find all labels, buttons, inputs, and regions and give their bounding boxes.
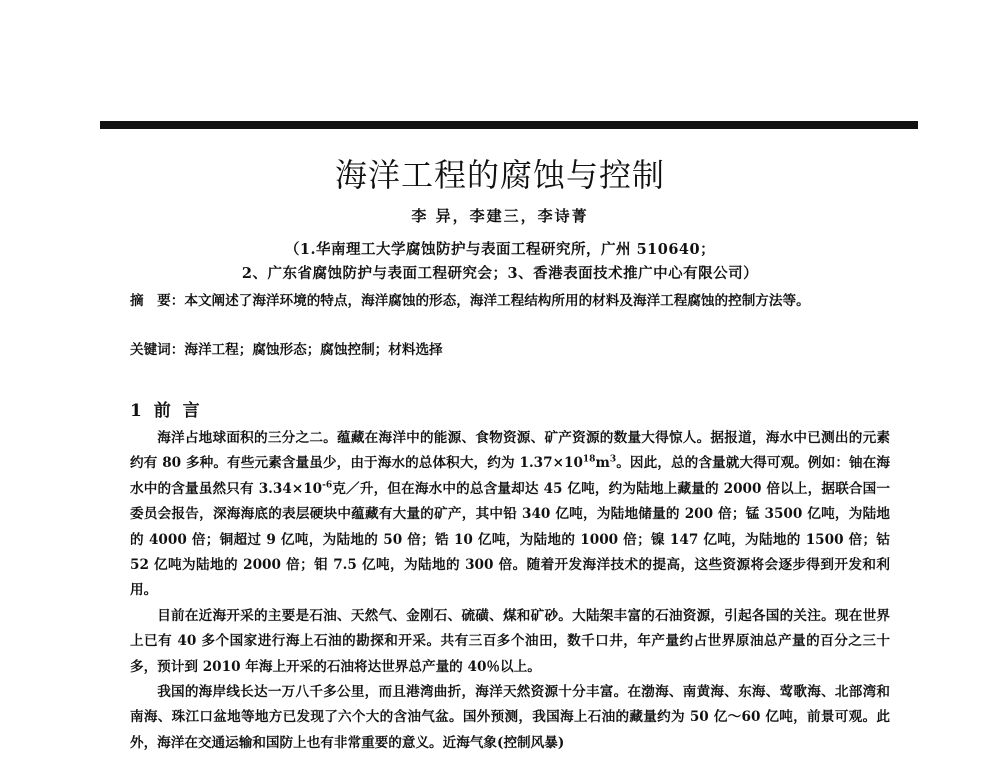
abstract bbox=[130, 289, 890, 314]
keywords-text: 海洋工程；腐蚀形态；腐蚀控制；材料选择 bbox=[184, 342, 443, 358]
paragraph-1-part-d: 克／升，但在海水中的总含量却达 45 亿吨，约为陆地上藏量的 2000 倍以上，据联合国一委员会报告，深海海底的表层硬块中蕴藏有大量的矿产，其中铅 340 亿吨，为陆地储量的 200 倍；锰 3500 亿吨，为陆地的 4000 倍；铜超过 9 亿吨，为陆地的 50 倍；锆 10 亿吨，为陆地的 1000 倍；镍 147 亿吨，为陆地的 1500 倍；钴 52 亿吨为陆地的 2000 倍；钼 7.5 亿吨，为陆地的 300 倍。随着开发海洋技术的提高，这些资源将会逐步得到开发和利用。 bbox=[130, 480, 890, 599]
abstract-text: 本文阐述了海洋环境的特点，海洋腐蚀的形态，海洋工程结构所用的材料及海洋工程腐蚀的控制方法等。 bbox=[184, 293, 810, 309]
paragraph-3: 我国的海岸线长达一万八千多公里，而且港湾曲折，海洋天然资源十分丰富。在渤海、南黄海、东海、莺歌海、北部湾和南海、珠江口盆地等地方已发现了六个大的含油气盆。国外预测，我国海上石油的藏量约为 50 亿～60 亿吨，前景可观。此外，海洋在交通运输和国防上也有非常重要的意义。近海气象(控制风暴) bbox=[130, 684, 890, 751]
affiliation-line-2: 2、广东省腐蚀防护与表面工程研究会；3、香港表面技术推广中心有限公司） bbox=[241, 265, 759, 282]
paragraph-1-part-b: m bbox=[595, 455, 610, 472]
keywords-label: 关键词： bbox=[130, 342, 185, 358]
superscript-18: 18 bbox=[582, 454, 596, 465]
paragraph-1-part-c: 。因此，总的含量就大得可观。例如：铀在海水中的含量虽然只有 3.34×10 bbox=[130, 455, 890, 497]
header-rule bbox=[100, 121, 918, 129]
paragraph-1-part-a: 海洋占地球面积的三分之二。蕴藏在海洋中的能源、食物资源、矿产资源的数量大得惊人。据报道，海水中已测出的元素约有 80 多种。有些元素含量虽少，由于海水的总体积大，约为 1.37×10 bbox=[130, 430, 890, 472]
superscript-3: 3 bbox=[609, 454, 617, 465]
paper-title: 海洋工程的腐蚀与控制 bbox=[334, 156, 665, 194]
keywords bbox=[130, 338, 890, 363]
paragraph-2: 目前在近海开采的主要是石油、天然气、金刚石、硫磺、煤和矿砂。大陆架丰富的石油资源，引起各国的关注。现在世界上已有 40 多个国家进行海上石油的勘探和开采。共有三百多个油田，数千口井，年产量约占世界原油总产量的百分之三十多，预计到 2010 年海上开采的石油将达世界总产量的 40％以上。 bbox=[130, 607, 890, 675]
superscript-neg6: -6 bbox=[322, 480, 333, 491]
section-heading-intro: 1 前 言 bbox=[130, 401, 203, 421]
section-body bbox=[130, 426, 890, 756]
abstract-label: 摘 要： bbox=[130, 293, 185, 309]
author-list: 李 异，李建三，李诗菁 bbox=[411, 207, 589, 225]
affiliation-line-1: （1.华南理工大学腐蚀防护与表面工程研究所，广州 510640； bbox=[284, 241, 716, 258]
paragraph-1 bbox=[130, 426, 890, 604]
